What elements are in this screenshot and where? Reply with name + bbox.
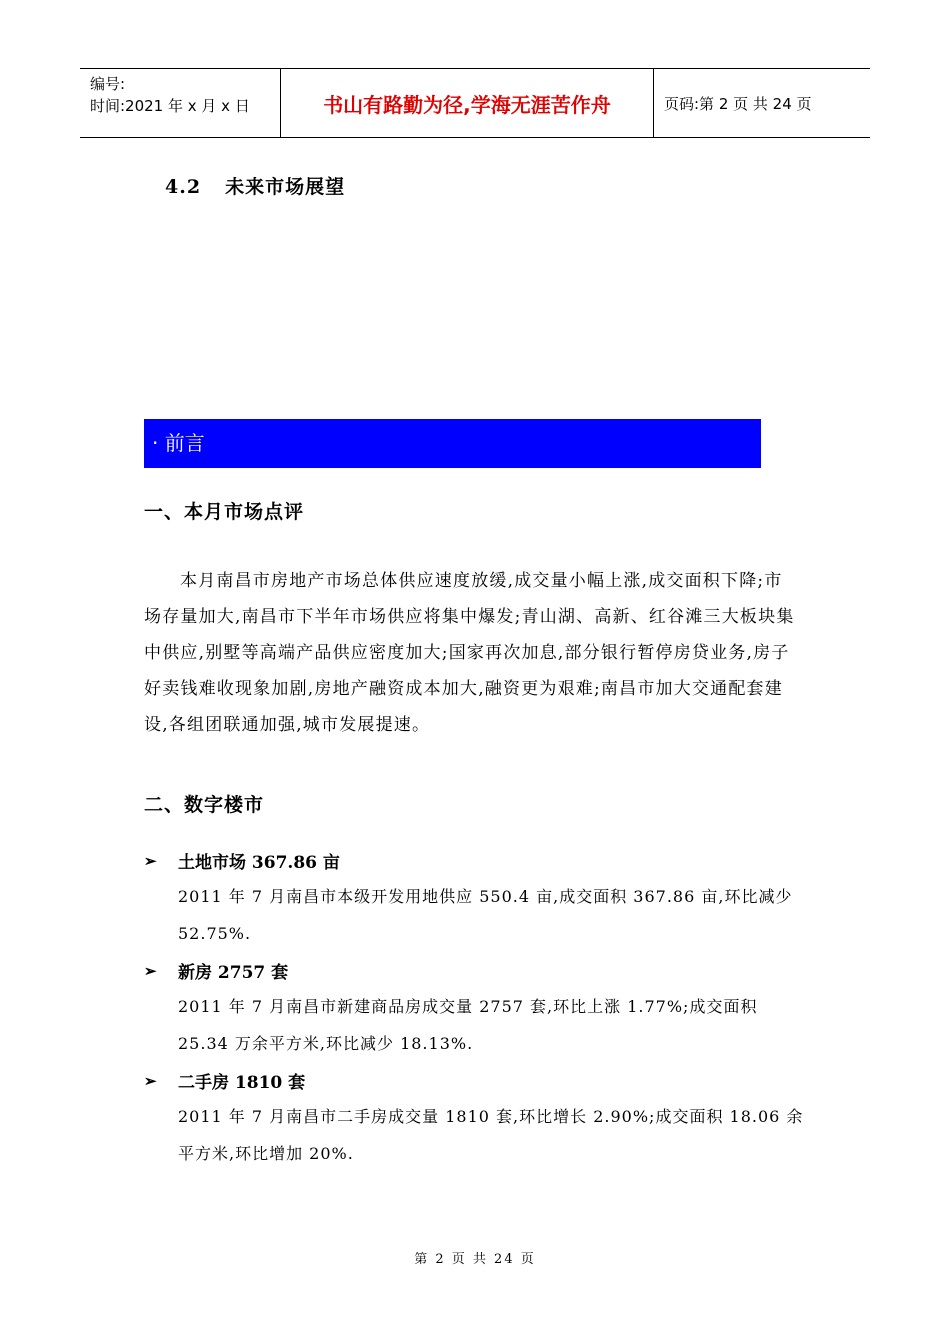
preface-banner: · 前言 [144,419,761,468]
second-hand-item [144,1068,305,1093]
time-label: 时间:2021 年 x 月 x 日 [90,97,250,115]
section1-body: 本月南昌市房地产市场总体供应速度放缓,成交量小幅上涨,成交面积下降;市场存量加大,南昌市下半年市场供应将集中爆发;青山湖、高新、红谷滩三大板块集中供应,别墅等高端产品供应密度加大;国家再次加息,部分银行暂停房贷业务,房子好卖钱难收现象加剧,房地产融资成本加大,融资更为艰难;南昌市加大交通配套建设,各组团联通加强,城市发展提速。 [144,571,795,735]
page-footer: 第 2 页 共 24 页 [414,1252,536,1267]
page-header [80,68,870,138]
section-4-2-heading [165,172,345,199]
section1-title: 一、本月市场点评 [144,501,305,523]
arrow-bullet-icon: ➢ [144,851,157,870]
item-title: 新房 2757 套 [178,963,289,983]
arrow-bullet-icon: ➢ [144,1071,157,1090]
motto: 书山有路勤为径,学海无涯苦作舟 [281,69,654,137]
item-title: 土地市场 367.86 亩 [178,853,340,873]
arrow-bullet-icon: ➢ [144,961,157,980]
new-house-item [144,958,288,983]
land-market-item [144,848,340,873]
code-label: 编号: [90,75,126,93]
item-body: 2011 年 7 月南昌市新建商品房成交量 2757 套,环比上涨 1.77%;成交面积 25.34 万余平方米,环比减少 18.13%. [178,997,758,1053]
section2-title: 二、数字楼市 [144,794,265,816]
header-left-cell [80,69,281,137]
section-title: 未来市场展望 [225,176,346,198]
item-body: 2011 年 7 月南昌市本级开发用地供应 550.4 亩,成交面积 367.86 亩,环比减少 52.75%. [178,887,793,943]
section-number: 4.2 [165,176,202,198]
item-body: 2011 年 7 月南昌市二手房成交量 1810 套,环比增长 2.90%;成交面积 18.06 余平方米,环比增加 20%. [178,1107,804,1163]
item-title: 二手房 1810 套 [178,1073,306,1093]
page-info: 页码:第 2 页 共 24 页 [664,94,812,113]
